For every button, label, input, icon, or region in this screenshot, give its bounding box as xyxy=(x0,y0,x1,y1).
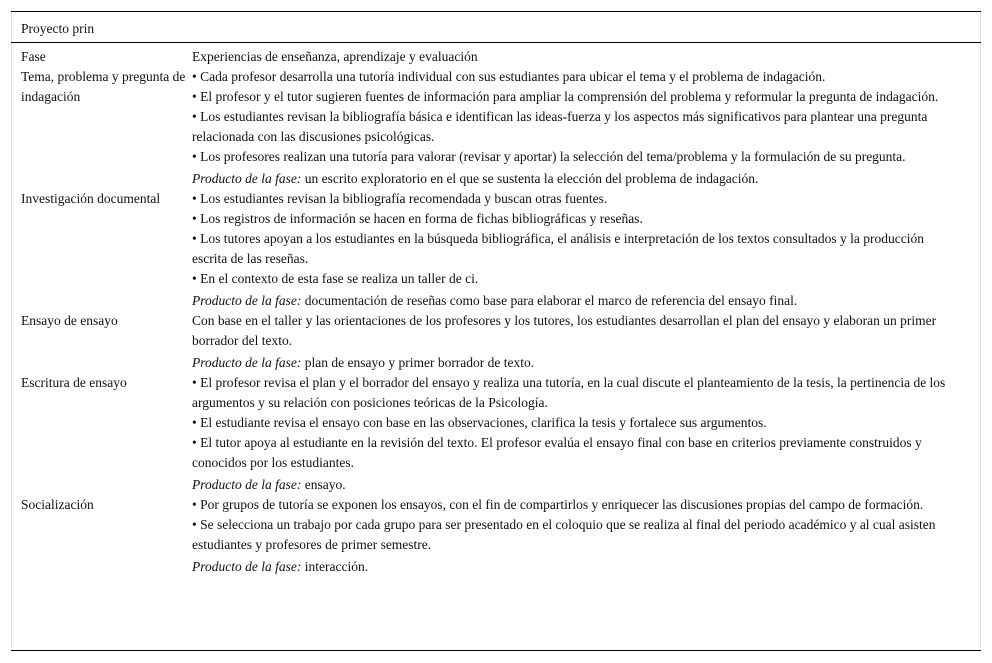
experiences-cell xyxy=(192,373,952,495)
product-text: ensayo. xyxy=(304,477,346,492)
list-item: • Los profesores realizan una tutoría para valorar (revisar y aportar) la selección del tema/problema y la formulación de su pregunta. xyxy=(192,149,906,164)
experiences-cell xyxy=(192,189,952,311)
table-row xyxy=(11,373,981,495)
product-label: Producto de la fase: xyxy=(192,355,302,370)
phase-product xyxy=(192,557,952,577)
list-item: • El tutor apoya al estudiante en la revisión del texto. El profesor evalúa el ensayo final con base en criterios previamente construidos y conocidos por los estudiantes. xyxy=(192,435,922,470)
list-item: • El profesor y el tutor sugieren fuentes de información para ampliar la comprensión del problema y reformular la pregunta de indagación. xyxy=(192,89,939,104)
list-item: Con base en el taller y las orientaciones de los profesores y los tutores, los estudiantes desarrollan el plan del ensayo y elaboran un primer borrador del texto. xyxy=(192,313,937,348)
top-rule xyxy=(11,11,981,12)
product-text: un escrito exploratorio en el que se sustenta la elección del problema de indagación. xyxy=(304,171,759,186)
phase-cell: Socialización xyxy=(21,497,94,512)
product-label: Producto de la fase: xyxy=(192,171,302,186)
table-row xyxy=(11,189,981,311)
phases-table xyxy=(11,11,981,651)
phase-product xyxy=(192,353,952,373)
header-rule xyxy=(11,42,981,43)
header-phase: Fase xyxy=(21,49,46,64)
list-item: • Los estudiantes revisan la bibliografía recomendada y buscan otras fuentes. xyxy=(192,191,608,206)
product-text: interacción. xyxy=(304,559,369,574)
table-caption: Proyecto prin xyxy=(21,21,95,36)
list-item: • En el contexto de esta fase se realiza un taller de ci. xyxy=(192,271,479,286)
phase-product xyxy=(192,169,952,189)
product-text: documentación de reseñas como base para elaborar el marco de referencia del ensayo final. xyxy=(304,293,798,308)
product-text: plan de ensayo y primer borrador de texto. xyxy=(304,355,535,370)
list-item: • Los estudiantes revisan la bibliografía básica e identifican las ideas-fuerza y los aspectos más significativos para plantear una pregunta relacionada con las discusiones psicológicas. xyxy=(192,109,928,144)
table-row xyxy=(11,495,981,577)
experiences-cell xyxy=(192,495,952,577)
list-item: • Los registros de información se hacen en forma de fichas bibliográficas y reseñas. xyxy=(192,211,643,226)
experiences-cell xyxy=(192,67,952,189)
list-item: • El profesor revisa el plan y el borrador del ensayo y realiza una tutoría, en la cual discute el planteamiento de la tesis, la pertinencia de los argumentos y su relación con posiciones teóricas de la Psicología. xyxy=(192,375,946,410)
phase-cell: Escritura de ensayo xyxy=(21,375,127,390)
list-item: • El estudiante revisa el ensayo con base en las observaciones, clarifica la tesis y fortalece sus argumentos. xyxy=(192,415,767,430)
phase-cell: Investigación documental xyxy=(21,191,161,206)
phase-product xyxy=(192,291,952,311)
list-item: • Se selecciona un trabajo por cada grupo para ser presentado en el coloquio que se realiza al final del periodo académico y al cual asisten estudiantes y profesores de primer semestre. xyxy=(192,517,936,552)
list-item: • Los tutores apoyan a los estudiantes en la búsqueda bibliográfica, el análisis e interpretación de los textos consultados y la producción escrita de las reseñas. xyxy=(192,231,925,266)
list-item: • Cada profesor desarrolla una tutoría individual con sus estudiantes para ubicar el tema y el problema de indagación. xyxy=(192,69,826,84)
phase-product xyxy=(192,475,952,495)
table-row xyxy=(11,67,981,189)
product-label: Producto de la fase: xyxy=(192,559,302,574)
header-experiences: Experiencias de enseñanza, aprendizaje y evaluación xyxy=(192,49,478,64)
phase-cell: Ensayo de ensayo xyxy=(21,313,118,328)
list-item: • Por grupos de tutoría se exponen los ensayos, con el fin de compartirlos y enriquecer las discusiones propias del campo de formación. xyxy=(192,497,924,512)
header-row xyxy=(11,47,981,67)
product-label: Producto de la fase: xyxy=(192,477,302,492)
phase-cell: Tema, problema y pregunta de indagación xyxy=(21,69,186,104)
product-label: Producto de la fase: xyxy=(192,293,302,308)
table-row xyxy=(11,311,981,373)
experiences-cell xyxy=(192,311,952,373)
table-body xyxy=(11,47,981,577)
bottom-rule xyxy=(11,650,981,651)
